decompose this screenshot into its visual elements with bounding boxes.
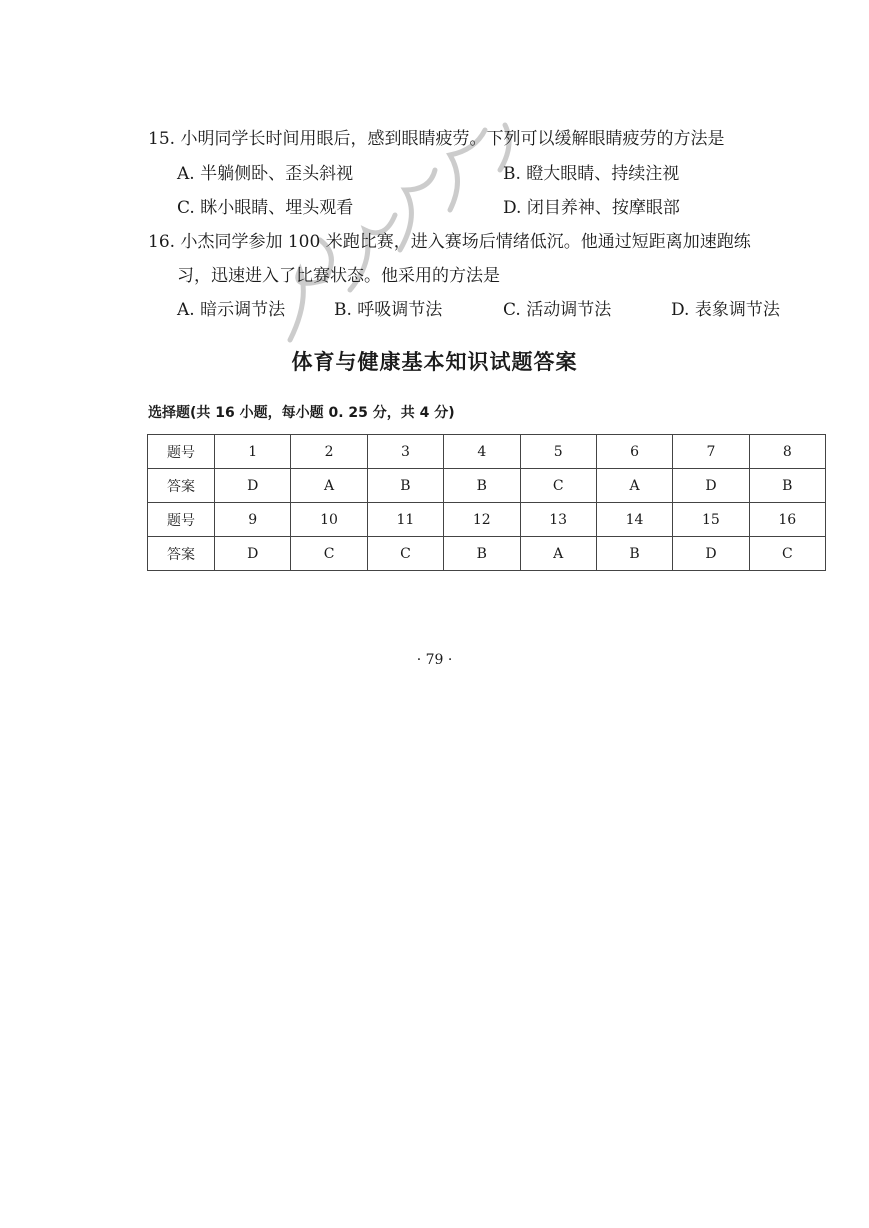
answer-title: 体育与健康基本知识试题答案 [291,350,578,374]
row-label: 答案 [148,469,215,503]
question-16-option-c: C. 活动调节法 [503,300,612,320]
table-cell: 8 [749,435,825,469]
table-cell: D [215,537,291,571]
question-16-stem-line-2: 习，迅速进入了比赛状态。他采用的方法是 [177,266,500,286]
question-16-option-d: D. 表象调节法 [671,300,780,320]
table-cell: 5 [520,435,596,469]
table-cell: B [444,469,520,503]
table-cell: A [596,469,672,503]
table-cell: C [291,537,367,571]
table-cell: 16 [749,503,825,537]
table-cell: 12 [444,503,520,537]
table-cell: 15 [673,503,749,537]
table-cell: 13 [520,503,596,537]
table-cell: 2 [291,435,367,469]
table-cell: 6 [596,435,672,469]
table-cell: C [367,537,443,571]
table-row [148,469,826,503]
question-15-option-a: A. 半躺侧卧、歪头斜视 [177,164,354,184]
answer-table [147,434,826,571]
table-cell: D [215,469,291,503]
table-cell: 9 [215,503,291,537]
table-row [148,537,826,571]
question-15-option-b: B. 瞪大眼睛、持续注视 [503,164,680,184]
section-heading: 选择题(共 16 小题，每小题 0. 25 分，共 4 分) [148,405,455,421]
question-15-stem: 15. 小明同学长时间用眼后，感到眼睛疲劳。下列可以缓解眼睛疲劳的方法是 [148,129,725,149]
row-label: 答案 [148,537,215,571]
table-row [148,435,826,469]
question-16-stem-line-1: 16. 小杰同学参加 100 米跑比赛，进入赛场后情绪低沉。他通过短距离加速跑练 [148,232,751,252]
table-cell: B [444,537,520,571]
question-16-option-a: A. 暗示调节法 [177,300,286,320]
table-cell: 1 [215,435,291,469]
table-cell: A [520,537,596,571]
row-label: 题号 [148,503,215,537]
table-cell: D [673,469,749,503]
question-15-option-c: C. 眯小眼睛、埋头观看 [177,198,354,218]
table-cell: B [596,537,672,571]
question-15-option-d: D. 闭目养神、按摩眼部 [503,198,680,218]
table-row [148,503,826,537]
table-cell: B [367,469,443,503]
table-cell: A [291,469,367,503]
table-cell: 14 [596,503,672,537]
table-cell: 10 [291,503,367,537]
row-label: 题号 [148,435,215,469]
table-cell: 3 [367,435,443,469]
table-cell: C [520,469,596,503]
table-cell: 7 [673,435,749,469]
page-number: · 79 · [416,652,453,668]
table-cell: 11 [367,503,443,537]
table-cell: D [673,537,749,571]
table-cell: C [749,537,825,571]
table-cell: 4 [444,435,520,469]
question-16-option-b: B. 呼吸调节法 [334,300,443,320]
table-cell: B [749,469,825,503]
